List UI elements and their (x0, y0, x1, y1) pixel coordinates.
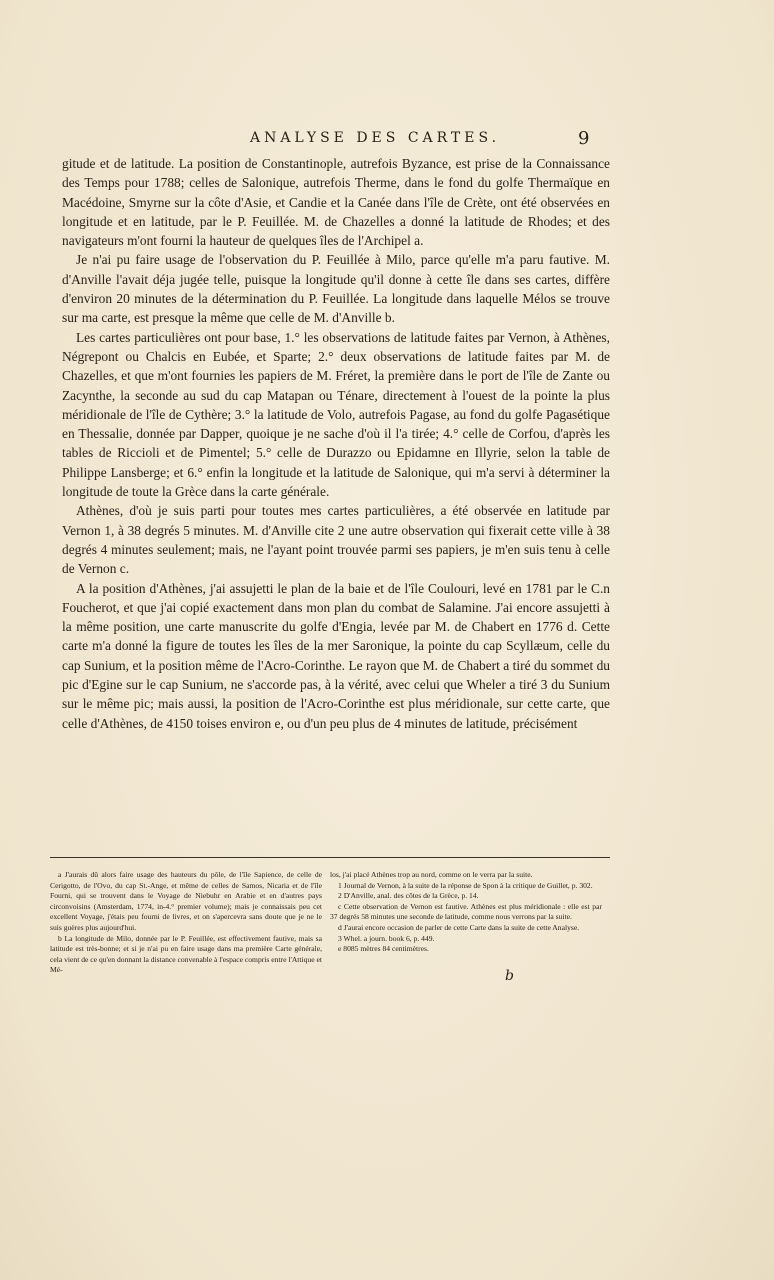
footnote: a J'aurais dû alors faire usage des hauteurs du pôle, de l'île Sapience, de celle de Cerigotto, de l'Ovo, du cap St.-Ange, et même de celles de Samos, Nicaria et de l'île Fourni, qui se trouvent dans le Voyage de Niebuhr en Arabie et en d'autres pays circonvoisins (Amsterdam, 1774, in-4.° premier volume); mais je connaissais peu cet excellent Voyage, j'étais peu fourni de livres, et on s'apercevra sans doute que je ne le suis guères plus aujourd'hui. (50, 870, 322, 932)
paragraph: Je n'ai pu faire usage de l'observation du P. Feuillée à Milo, parce qu'elle m'a paru fautive. M. d'Anville l'avait déja jugée telle, puisque la longitude qu'il donne à cette île dans ses cartes, diffère d'environ 20 minutes de la détermination du P. Feuillée. La longitude dans laquelle Mélos se trouve sur ma carte, est presque la même que celle de M. d'Anville b. (62, 252, 610, 326)
paragraph: Les cartes particulières ont pour base, 1.° les observations de latitude faites par Vernon, à Athènes, Négrepont ou Chalcis en Eubée, et Sparte; 2.° deux observations de latitude faites par M. de Chazelles, et que m'ont fournies les papiers de M. Fréret, la première dans le port de l'île de Zante ou Zacynthe, la seconde au sud du cap Matapan ou Ténare, directement à l'ouest de la pointe la plus méridionale de l'île de Cythère; 3.° la latitude de Volo, autrefois Pagase, au fond du golfe Pagasétique en Thessalie, donnée par Dapper, quoique je ne sache d'où il l'a tirée; 4.° celle de Corfou, d'après les tables de Riccioli et de Pimentel; 5.° celle de Durazzo ou Epidamne en Illyrie, selon la table de Philippe Lansberge; et 6.° enfin la longitude et la latitude de Salonique, qui m'a servi à déterminer la longitude de toute la Grèce dans la carte générale. (62, 329, 610, 500)
footnote: 2 D'Anville, anal. des côtes de la Grèce, p. 14. (338, 891, 479, 901)
running-head: ANALYSE DES CARTES. (249, 130, 501, 146)
footnote-divider (50, 857, 610, 858)
footnote: c Cette observation de Vernon est fautive. Athènes est plus méridionale : elle est par 37 degrés 58 minutes une seconde de latitude, comme nous verrons par la suite. (330, 901, 602, 922)
signature-mark: b (505, 968, 514, 984)
footnote: los, j'ai placé Athènes trop au nord, comme on le verra par la suite. (330, 870, 533, 879)
footnote: b La longitude de Milo, donnée par le P. Feuillée, est effectivement fautive, mais sa latitude est très-bonne; et si je n'ai pu en faire usage dans ma première Carte générale, cela vient de ce qu'en donnant la distance convenable à l'espace compris entre l'Attique et Mé- (50, 933, 322, 975)
footnotes-right-column (330, 870, 602, 955)
paragraph: gitude et de latitude. La position de Constantinople, autrefois Byzance, est prise de la Connaissance des Temps pour 1788; celles de Salonique, autrefois Therme, dans le fond du golfe Thermaïque en Macédoine, Smyrne sur la côte d'Asie, et Candie et la Canée dans l'île de Crète, ont été observées en longitude et en latitude, par le P. Feuillée. M. de Chazelles a donné la latitude de Rhodes; et des navigateurs m'ont fourni la hauteur de quelques îles de l'Archipel a. (62, 156, 610, 249)
paragraph: A la position d'Athènes, j'ai assujetti le plan de la baie et de l'île Coulouri, levé en 1781 par le C.n Foucherot, et que j'ai copié exactement dans mon plan du combat de Salamine. J'ai encore assujetti à la même position, une carte manuscrite du golfe d'Engia, levée par M. de Chabert en 1776 d. Cette carte m'a donné la figure de toutes les îles de la mer Saronique, la pointe du cap Scyllæum, celle du cap Sunium, et la position même de l'Acro-Corinthe. Le rayon que M. de Chabert a tiré du sommet du pic d'Egine sur le cap Sunium, ne s'accorde pas, à la vérité, avec celui que Wheler a tiré 3 du Sunium sur le même pic; mais aussi, la position de l'Acro-Corinthe est plus méridionale, sur cette carte, que celle d'Athènes, de 4150 toises environ e, ou d'un peu plus de 4 minutes de latitude, précisément (62, 580, 610, 731)
footnote: e 8085 mètres 84 centimètres. (338, 944, 429, 954)
page-number: 9 (578, 128, 590, 149)
footnote: 1 Journal de Vernon, à la suite de la réponse de Spon à la critique de Guillet, p. 302. (338, 880, 593, 890)
paragraph: Athènes, d'où je suis parti pour toutes mes cartes particulières, a été observée en latitude par Vernon 1, à 38 degrés 5 minutes. M. d'Anville cite 2 une autre observation qui fixerait cette ville à 38 degrés 4 minutes seulement; mais, ne l'ayant point trouvée parmi ses papiers, je m'en suis tenu à celle de Vernon c. (62, 503, 610, 577)
footnote: d J'aurai encore occasion de parler de cette Carte dans la suite de cette Analyse. (338, 922, 580, 932)
footnotes-left-column (50, 870, 322, 976)
body-text (62, 154, 610, 733)
footnote: 3 Whel. a journ. book 6, p. 449. (338, 933, 435, 943)
